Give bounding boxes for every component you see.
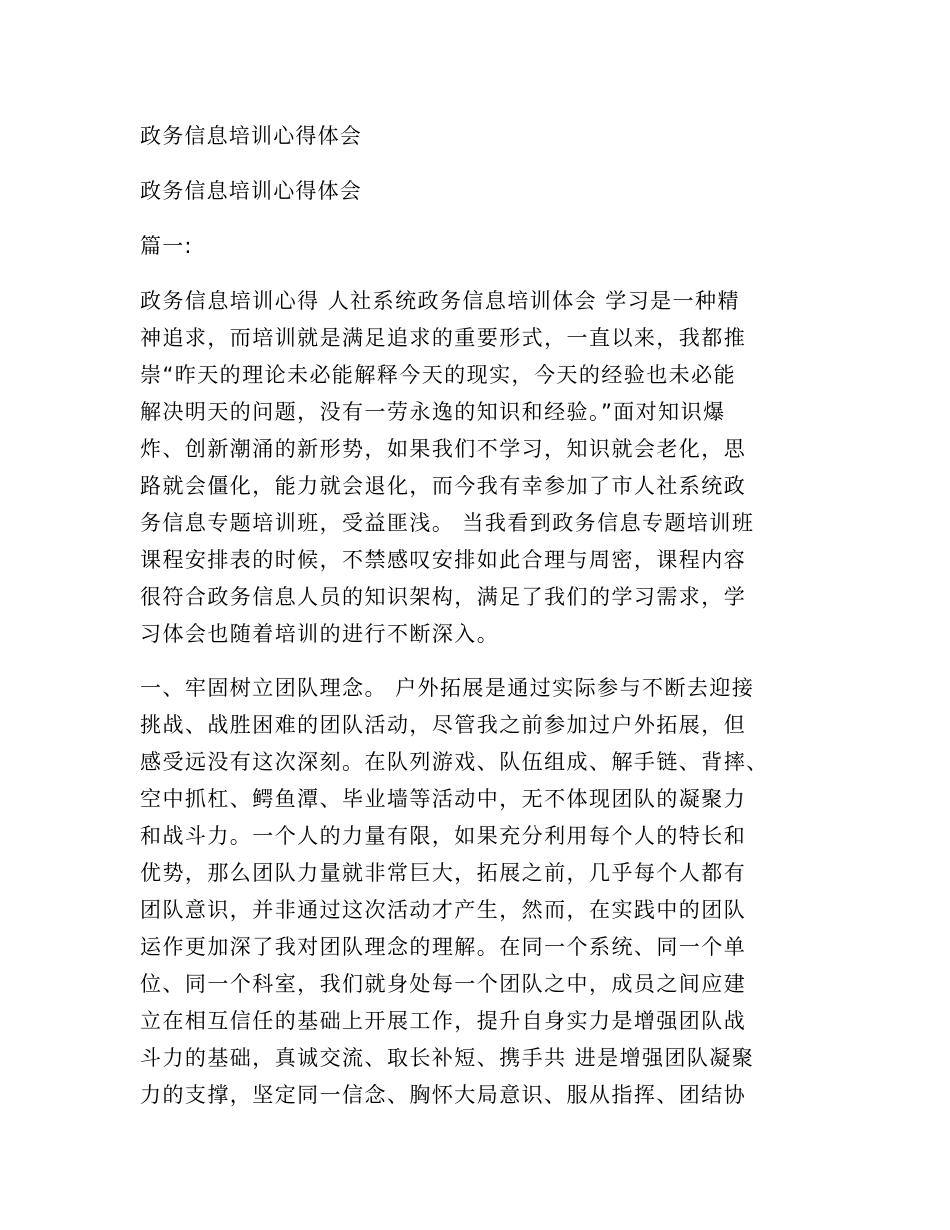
paragraph-line: 解决明天的问题，没有一劳永逸的知识和经验。”面对知识爆: [140, 400, 726, 424]
paragraph-line: 习体会也随着培训的进行不断深入。: [140, 622, 500, 646]
paragraph-line: 团队意识，并非通过这次活动才产生，然而，在实践中的团队: [140, 898, 747, 922]
paragraph-line: 务信息专题培训班，受益匪浅。 当我看到政务信息专题培训班: [140, 511, 755, 535]
paragraph-line: 课程安排表的时候，不禁感叹安排如此合理与周密，课程内容: [140, 548, 747, 572]
document-title: 政务信息培训心得体会: [140, 124, 362, 148]
paragraph-line: 空中抓杠、鳄鱼潭、毕业墙等活动中，无不体现团队的凝聚力: [140, 787, 747, 811]
paragraph-line: 路就会僵化，能力就会退化，而今我有幸参加了市人社系统政: [140, 474, 747, 498]
paragraph-line: 立在相互信任的基础上开展工作，提升自身实力是增强团队战: [140, 1009, 747, 1033]
document-subtitle: 政务信息培训心得体会: [140, 179, 362, 203]
section-label: 篇一:: [140, 234, 193, 258]
paragraph-line: 感受远没有这次深刻。在队列游戏、队伍组成、解手链、背摔、: [140, 750, 769, 774]
paragraph-line: 很符合政务信息人员的知识架构，满足了我们的学习需求，学: [140, 585, 747, 609]
paragraph-line: 位、同一个科室，我们就身处每一个团队之中，成员之间应建: [140, 972, 747, 996]
paragraph-line: 一、牢固树立团队理念。 户外拓展是通过实际参与不断去迎接: [140, 676, 755, 700]
paragraph-line: 运作更加深了我对团队理念的理解。在同一个系统、同一个单: [140, 935, 747, 959]
paragraph-line: 神追求，而培训就是满足追求的重要形式，一直以来，我都推: [140, 326, 747, 350]
paragraph-line: 政务信息培训心得 人社系统政务信息培训体会 学习是一种精: [140, 289, 740, 313]
paragraph-line: 力的支撑，坚定同一信念、胸怀大局意识、服从指挥、团结协: [140, 1083, 747, 1107]
paragraph-line: 崇“昨天的理论未必能解释今天的现实，今天的经验也未必能: [140, 363, 737, 387]
paragraph-line: 斗力的基础，真诚交流、取长补短、携手共 进是增强团队凝聚: [140, 1046, 755, 1070]
paragraph-line: 挑战、战胜困难的团队活动，尽管我之前参加过户外拓展，但: [140, 713, 747, 737]
paragraph-line: 优势，那么团队力量就非常巨大，拓展之前，几乎每个人都有: [140, 861, 747, 885]
paragraph-line: 和战斗力。一个人的力量有限，如果充分利用每个人的特长和: [140, 824, 747, 848]
paragraph-line: 炸、创新潮涌的新形势，如果我们不学习，知识就会老化，思: [140, 437, 747, 461]
